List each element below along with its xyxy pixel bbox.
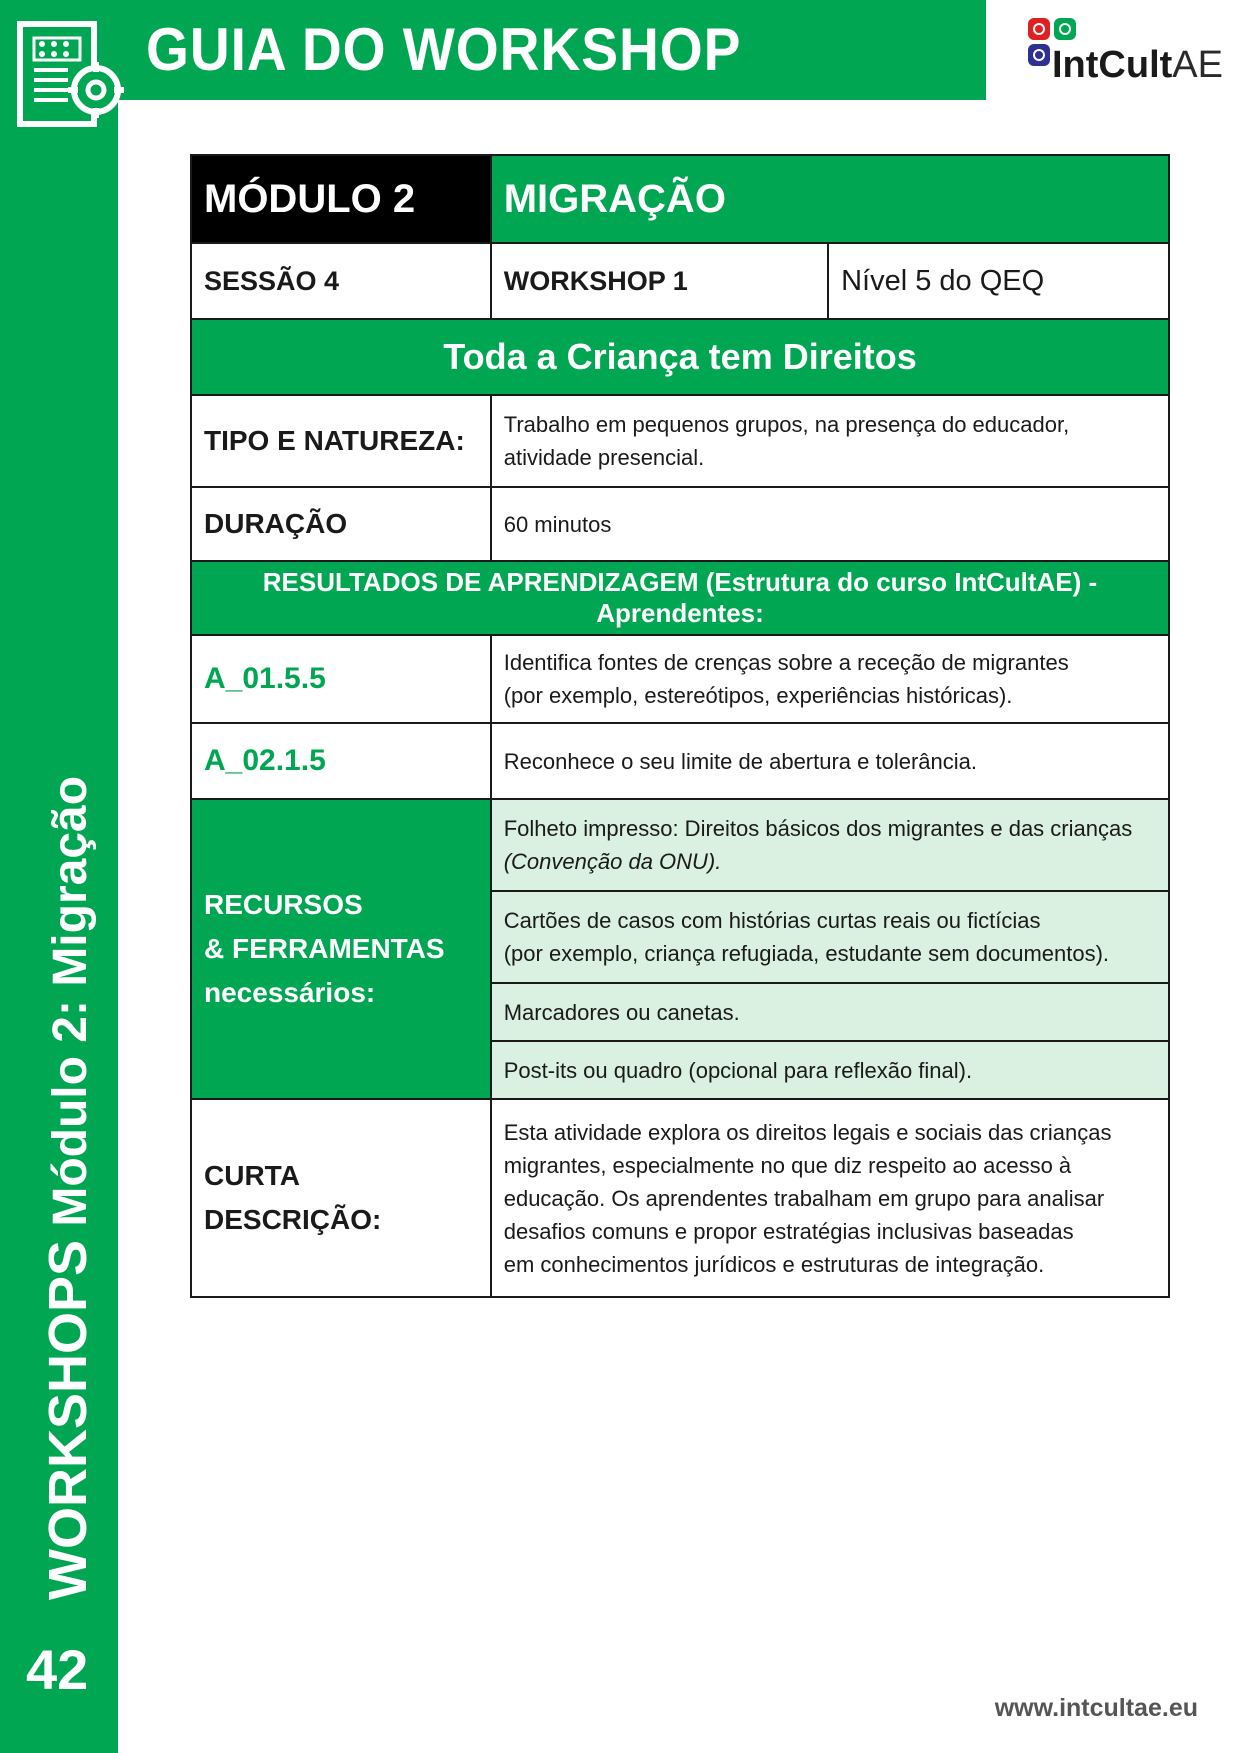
- logo-light: AE: [1172, 44, 1223, 86]
- description-label: [191, 1099, 491, 1297]
- workshop-title-cell: Toda a Criança tem Direitos: [191, 319, 1169, 395]
- resource-item: [491, 799, 1169, 891]
- website-link[interactable]: www.intcultae.eu: [994, 1694, 1198, 1722]
- resource-line-1: Folheto impresso: Direitos básicos dos migrantes e das crianças: [503, 816, 1133, 841]
- module-cell: MÓDULO 2: [191, 155, 491, 243]
- duration-label: DURAÇÃO: [191, 487, 491, 561]
- workshop-cell: WORKSHOP 1: [491, 243, 828, 319]
- resources-label: [191, 799, 491, 1099]
- result-text: [491, 635, 1169, 723]
- result-code: A_02.1.5: [191, 723, 491, 799]
- results-header: RESULTADOS DE APRENDIZAGEM (Estrutura do curso IntCultAE) - Aprendentes:: [191, 561, 1169, 635]
- resource-line-1: Cartões de casos com histórias curtas reais ou fictícias: [503, 908, 1041, 933]
- description-line: Esta atividade explora os direitos legais e sociais das crianças: [503, 1119, 1112, 1145]
- type-value: [491, 395, 1169, 487]
- vertical-label-bold: WORKSHOPS: [38, 1239, 98, 1600]
- resource-line-2: (Convenção da ONU).: [503, 849, 722, 874]
- description-line: em conhecimentos jurídicos e estruturas de integração.: [503, 1251, 1045, 1277]
- result-code: A_01.5.5: [191, 635, 491, 723]
- type-label: TIPO E NATUREZA:: [191, 395, 491, 487]
- resource-item: Post-its ou quadro (opcional para reflexão final).: [491, 1041, 1169, 1099]
- result-text: Reconhece o seu limite de abertura e tolerância.: [491, 723, 1169, 799]
- session-cell: SESSÃO 4: [191, 243, 491, 319]
- resources-label-1: RECURSOS: [204, 889, 363, 920]
- description-text: [491, 1099, 1169, 1297]
- vertical-label-module: Módulo 2: Migração: [44, 775, 97, 1240]
- page-title: GUIA DO WORKSHOP: [146, 16, 742, 83]
- logo-wordmark: [1052, 44, 1223, 86]
- result-line-1: Identifica fontes de crenças sobre a receção de migrantes: [503, 650, 1069, 675]
- module-title-cell: MIGRAÇÃO: [491, 155, 1169, 243]
- level-cell: Nível 5 do QEQ: [828, 243, 1169, 319]
- workshop-guide-icon: [16, 20, 124, 132]
- workshop-table: [190, 154, 1170, 1298]
- description-line: educação. Os aprendentes trabalham em grupo para analisar: [503, 1185, 1105, 1211]
- resources-label-2: & FERRAMENTAS: [204, 933, 445, 964]
- duration-value: 60 minutos: [491, 487, 1169, 561]
- description-line: migrantes, especialmente no que diz respeito ao acesso à: [503, 1152, 1072, 1178]
- resources-label-3: necessários:: [204, 977, 376, 1008]
- type-line-2: atividade presencial.: [503, 445, 705, 470]
- description-label-1: CURTA: [204, 1160, 300, 1191]
- description-line: desafios comuns e propor estratégias inclusivas baseadas: [503, 1218, 1074, 1244]
- resource-item: Marcadores ou canetas.: [491, 983, 1169, 1041]
- description-label-2: DESCRIÇÃO:: [204, 1204, 382, 1235]
- resource-item: [491, 891, 1169, 983]
- logo-bold: IntCult: [1052, 44, 1173, 86]
- vertical-section-label: [38, 776, 101, 1600]
- result-line-2: (por exemplo, estereótipos, experiências históricas).: [503, 683, 1013, 708]
- type-line-1: Trabalho em pequenos grupos, na presença do educador,: [503, 412, 1070, 437]
- page-number: 42: [26, 1638, 89, 1701]
- resource-line-2: (por exemplo, criança refugiada, estudante sem documentos).: [503, 941, 1110, 966]
